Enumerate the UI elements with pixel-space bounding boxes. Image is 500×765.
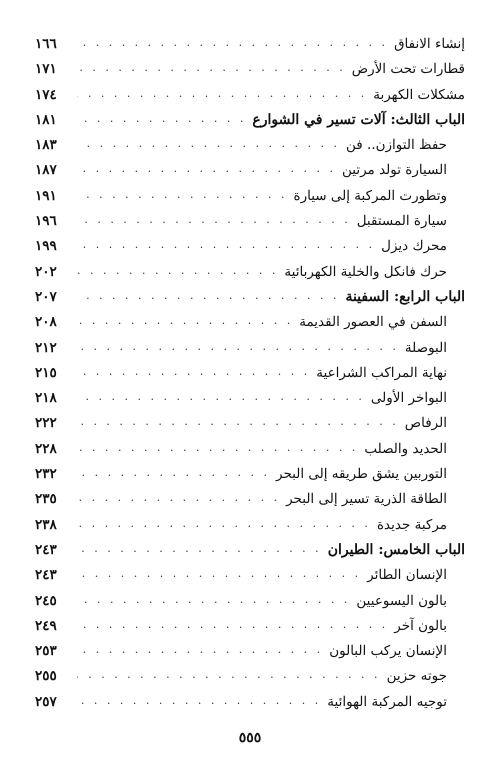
toc-entry xyxy=(35,639,465,664)
toc-entry-page: ٢٢٢ xyxy=(35,415,57,432)
dot-leader xyxy=(77,334,399,359)
toc-entry-page: ٢٠٨ xyxy=(35,314,57,331)
toc-entry xyxy=(35,386,465,411)
toc-entry xyxy=(35,32,465,57)
dot-leader xyxy=(77,207,351,232)
toc-entry xyxy=(35,361,465,386)
toc-entry-title: السفن في العصور القديمة xyxy=(299,314,447,331)
toc-entry xyxy=(35,260,465,285)
toc-entry xyxy=(35,158,465,183)
toc-entry-title: قطارات تحت الأرض xyxy=(351,61,465,78)
toc-entry-title: الإنسان يركب البالون xyxy=(329,643,447,660)
toc-entry-title: توجيه المركبة الهوائية xyxy=(327,693,447,710)
dot-leader xyxy=(77,55,346,80)
toc-entry-title: الحديد والصلب xyxy=(364,440,447,457)
toc-entry xyxy=(35,664,465,689)
toc-entry xyxy=(35,614,465,639)
dot-leader xyxy=(77,511,371,536)
toc-entry-page: ١٩١ xyxy=(35,187,57,204)
toc-entry-page: ١٨٣ xyxy=(35,137,57,154)
toc-chapter-title: الباب الثالث: آلات تسير في الشوارع xyxy=(252,111,465,128)
toc-entry xyxy=(35,209,465,234)
toc-chapter-title: الباب الرابع: السفينة xyxy=(345,288,465,305)
toc-entry-page: ٢٢٨ xyxy=(35,440,57,457)
toc-entry-title: التوربين يشق طريقه إلى البحر xyxy=(276,466,447,483)
toc-entry xyxy=(35,336,465,361)
toc-entry-title: وتطورت المركبة إلى سيارة xyxy=(293,187,447,204)
dot-leader xyxy=(77,182,288,207)
page-number: ٥٥٥ xyxy=(238,730,262,746)
toc-entry-title: البواخر الأولى xyxy=(370,390,447,407)
dot-leader xyxy=(77,587,350,612)
toc-chapter-page: ٢٤٣ xyxy=(35,541,57,558)
dot-leader xyxy=(77,308,293,333)
toc-entry-title: سيارة المستقبل xyxy=(356,213,447,230)
toc-entry-title: نهاية المراكب الشراعية xyxy=(316,364,447,381)
toc-entry-page: ٢٥٥ xyxy=(35,668,57,685)
toc-entry-page: ٢٣٥ xyxy=(35,491,57,508)
toc-entry xyxy=(35,310,465,335)
dot-leader xyxy=(77,662,381,687)
dot-leader xyxy=(77,637,323,662)
toc-entry-page: ٢١٢ xyxy=(35,339,57,356)
toc-entry-page: ٢٠٢ xyxy=(35,263,57,280)
toc-entry-page: ٢٤٣ xyxy=(35,567,57,584)
dot-leader xyxy=(77,612,388,637)
dot-leader xyxy=(77,359,310,384)
toc-entry-title: البوصلة xyxy=(404,339,447,356)
toc-entry xyxy=(35,462,465,487)
toc-entry xyxy=(35,487,465,512)
toc-entry-title: بالون آخر xyxy=(394,617,447,634)
toc-chapter-page: ١٨١ xyxy=(35,111,57,128)
toc-entry-page: ٢٤٥ xyxy=(35,592,57,609)
toc-entry xyxy=(35,513,465,538)
toc-entry xyxy=(35,57,465,82)
toc-entry-page: ١٧١ xyxy=(35,61,57,78)
dot-leader xyxy=(77,536,322,561)
toc-entry xyxy=(35,184,465,209)
dot-leader xyxy=(77,283,339,308)
toc-entry xyxy=(35,690,465,715)
toc-entry-title: مشكلات الكهربة xyxy=(373,86,465,103)
toc-entry-page: ١٨٧ xyxy=(35,162,57,179)
toc-chapter-heading xyxy=(35,108,465,133)
dot-leader xyxy=(77,232,375,257)
toc-entry-title: مركبة جديدة xyxy=(376,516,447,533)
toc-chapter-heading xyxy=(35,285,465,310)
dot-leader xyxy=(77,460,270,485)
toc-entry xyxy=(35,133,465,158)
dot-leader xyxy=(77,409,399,434)
dot-leader xyxy=(77,688,321,713)
toc-entry-title: حفظ التوازن.. فن xyxy=(346,137,447,154)
toc-entry-title: بالون اليسوعيين xyxy=(356,592,447,609)
dot-leader xyxy=(77,106,246,131)
dot-leader xyxy=(77,81,367,106)
toc-entry-page: ٢١٥ xyxy=(35,364,57,381)
toc-entry-title: الطاقة الذرية تسير إلى البحر xyxy=(286,491,447,508)
toc-entry-page: ١٧٤ xyxy=(35,86,57,103)
toc-entry-title: الإنسان الطائر xyxy=(367,567,447,584)
toc-chapter-title: الباب الخامس: الطيران xyxy=(327,541,465,558)
dot-leader xyxy=(77,485,280,510)
toc-entry-title: محرك ديزل xyxy=(381,238,447,255)
dot-leader xyxy=(77,384,365,409)
dot-leader xyxy=(77,561,361,586)
toc-entry-page: ٢٥٣ xyxy=(35,643,57,660)
toc-entry-page: ٢٤٩ xyxy=(35,617,57,634)
toc-entry-page: ١٦٦ xyxy=(35,36,57,52)
toc-entry-title: حرك فانكل والخلية الكهربائية xyxy=(284,263,447,280)
toc-entry xyxy=(35,83,465,108)
toc-entry-page: ٢٣٨ xyxy=(35,516,57,533)
toc-entry xyxy=(35,411,465,436)
dot-leader xyxy=(77,30,388,55)
dot-leader xyxy=(77,131,340,156)
toc-entry-page: ٢٥٧ xyxy=(35,693,57,710)
dot-leader xyxy=(77,258,278,283)
toc-chapter-heading xyxy=(35,538,465,563)
dot-leader xyxy=(77,435,358,460)
toc-chapter-page: ٢٠٧ xyxy=(35,288,57,305)
toc-entry xyxy=(35,563,465,588)
toc-entry-title: السيارة تولد مرتين xyxy=(342,162,447,179)
toc-entry-page: ٢١٨ xyxy=(35,390,57,407)
toc-entry-page: ١٩٩ xyxy=(35,238,57,255)
table-of-contents xyxy=(35,32,465,715)
toc-entry-title: الرفاص xyxy=(404,415,447,432)
toc-entry xyxy=(35,234,465,259)
toc-entry-page: ١٩٦ xyxy=(35,213,57,230)
toc-entry-title: جوته حزين xyxy=(386,668,447,685)
toc-entry-page: ٢٣٢ xyxy=(35,466,57,483)
toc-entry xyxy=(35,437,465,462)
toc-entry xyxy=(35,589,465,614)
toc-entry-title: إنشاء الانفاق xyxy=(394,36,465,52)
dot-leader xyxy=(77,156,336,181)
